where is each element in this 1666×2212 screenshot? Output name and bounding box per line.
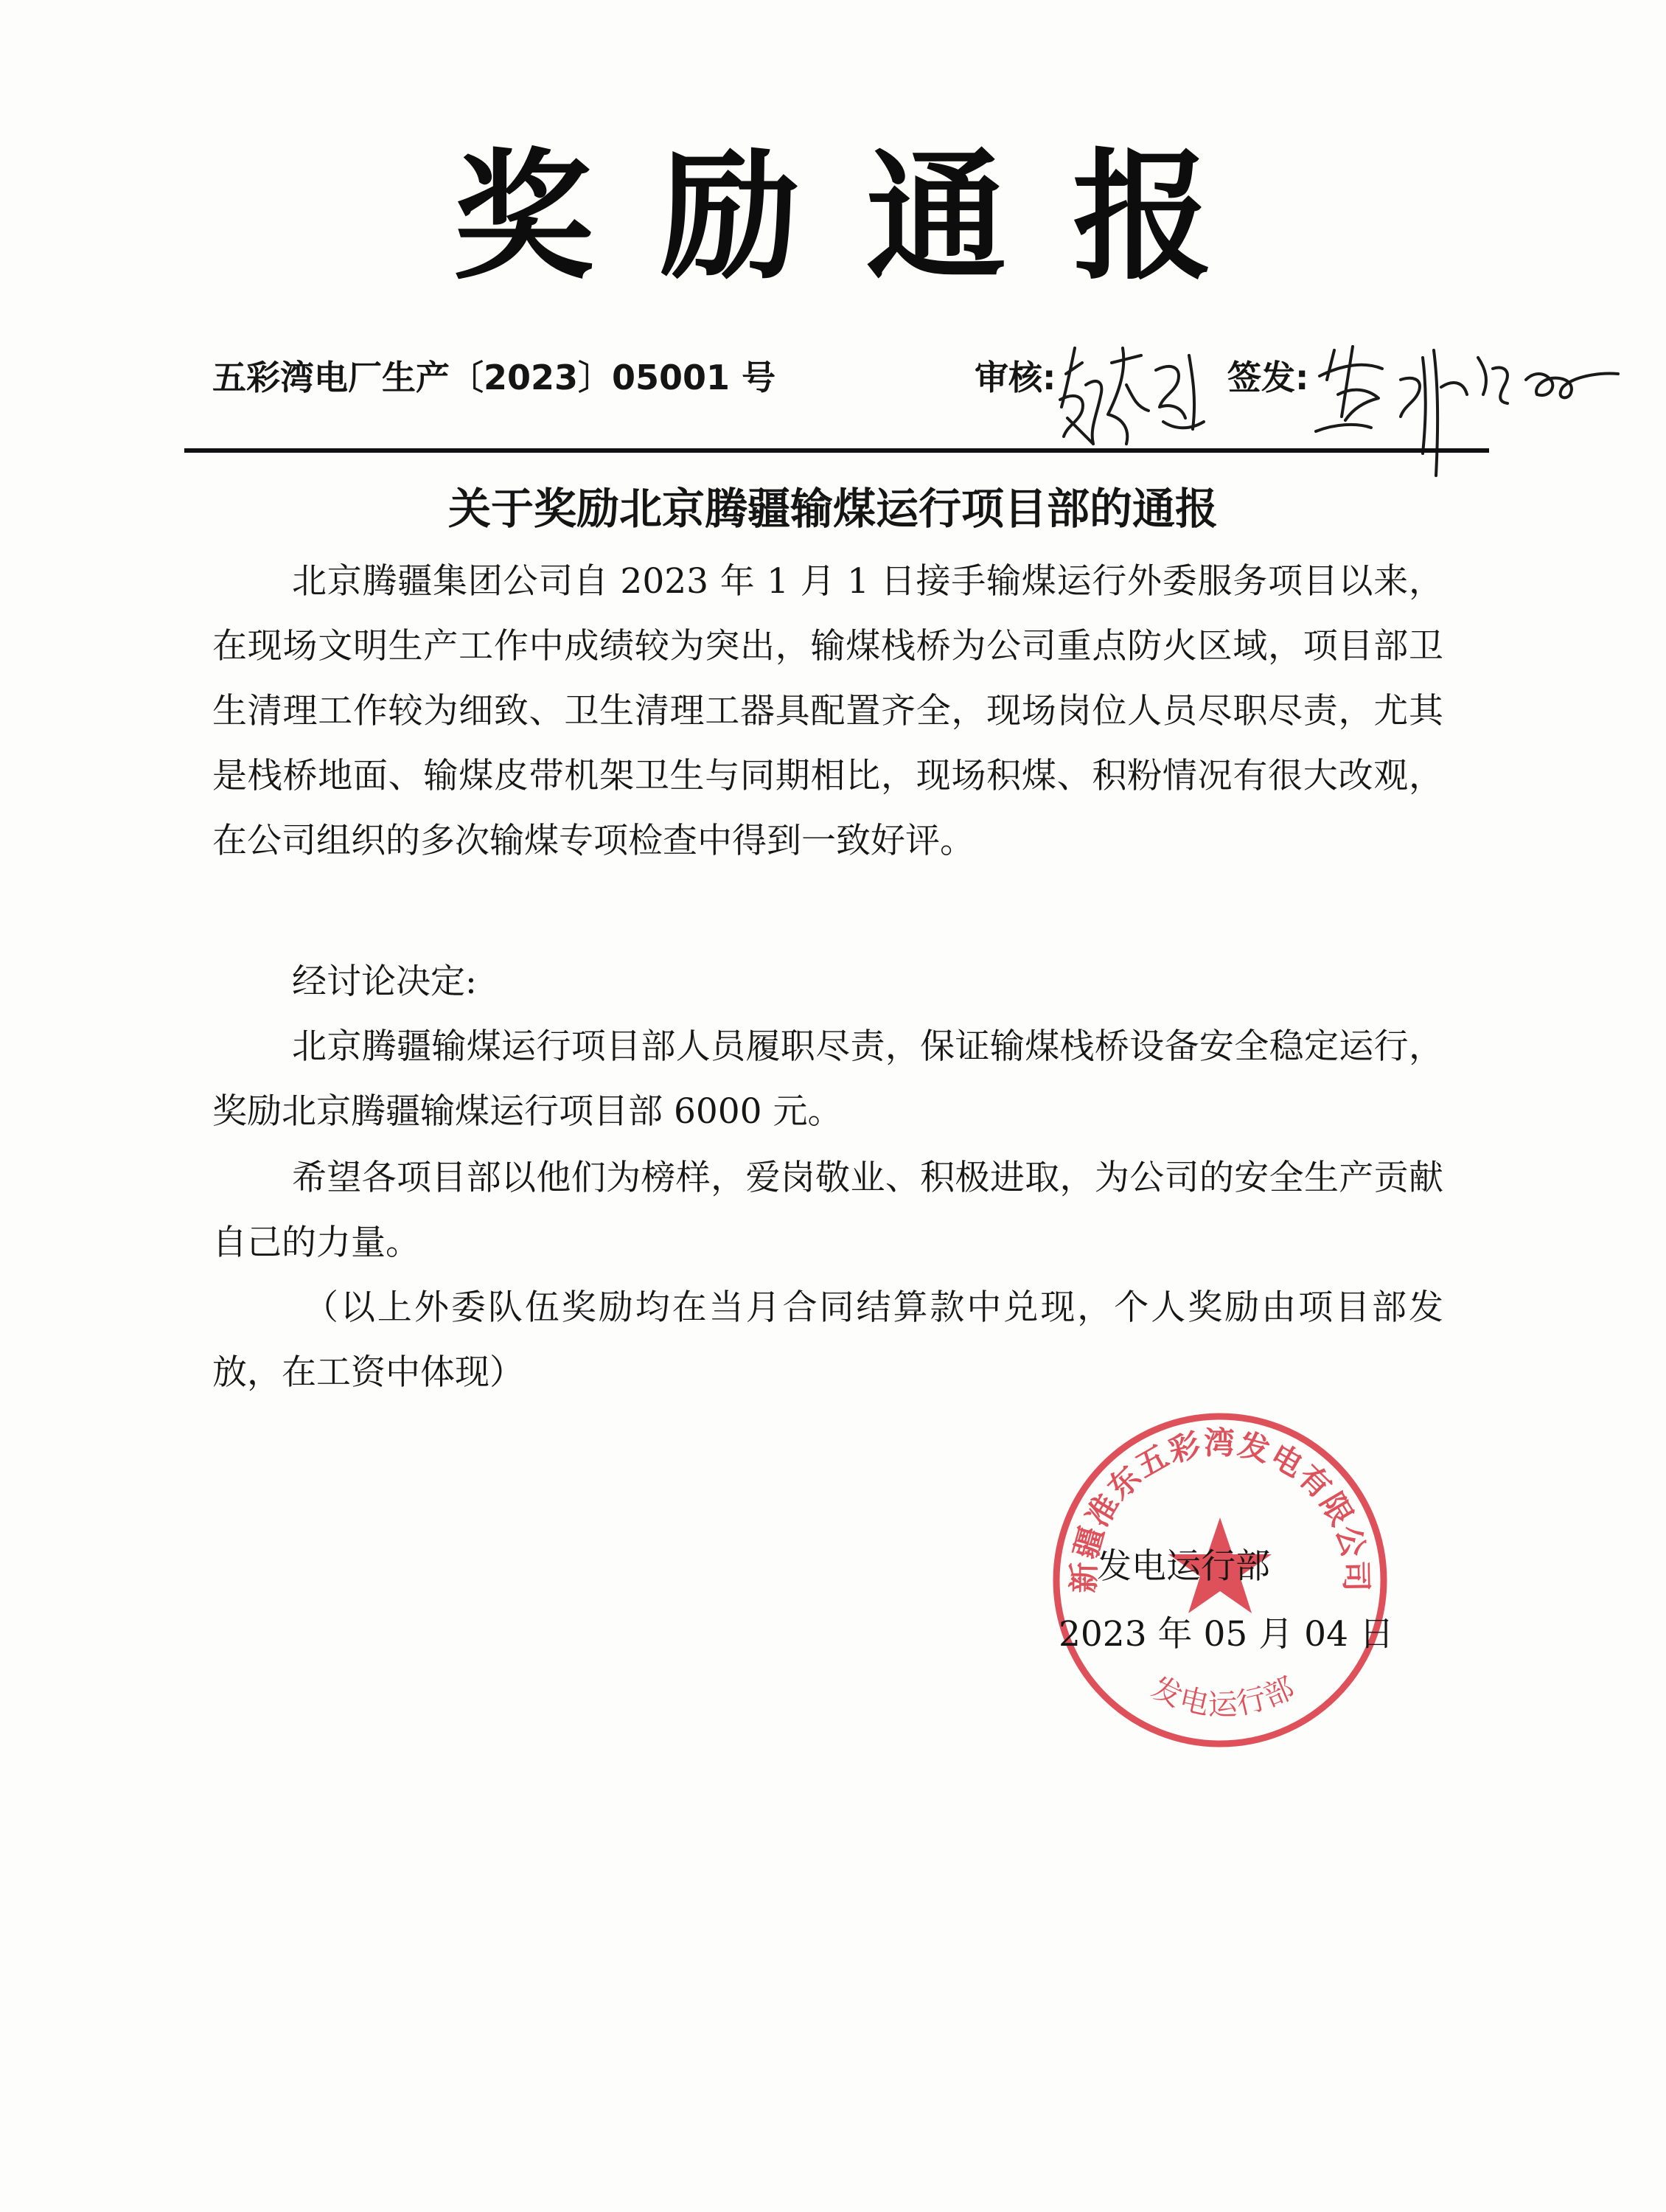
signer-label: 签发: xyxy=(1227,358,1309,397)
issuing-department: 发电运行部 xyxy=(1097,1546,1270,1587)
body-paragraph-3: 北京腾疆输煤运行项目部人员履职尽责，保证输煤栈桥设备安全稳定运行，奖励北京腾疆输煤运行项目部 6000 元。 xyxy=(212,1026,1443,1132)
header-divider xyxy=(184,448,1489,453)
svg-text:新疆准东五彩湾发电有限公司: 新疆准东五彩湾发电有限公司 xyxy=(1065,1425,1375,1593)
svg-text:发电运行部: 发电运行部 xyxy=(1146,1670,1301,1722)
document-title: 奖励通报 xyxy=(453,136,1279,299)
body-paragraph-1: 北京腾疆集团公司自 2023 年 1 月 1 日接手输煤运行外委服务项目以来，在现场文明生产工作中成绩较为突出，输煤栈桥为公司重点防火区域，项目部卫生清理工作较为细致、卫生清理工器具配置齐全，现场岗位人员尽职尽责，尤其是栈桥地面、输煤皮带机架卫生与同期相比，现场积煤、积粉情况有很大改观，在公司组织的多次输煤专项检查中得到一致好评。 xyxy=(212,561,1443,861)
body-paragraph-2: 经讨论决定: xyxy=(292,961,477,1002)
issue-date: 2023 年 05 月 04 日 xyxy=(1059,1614,1394,1655)
body-paragraph-4: 希望各项目部以他们为榜样，爱岗敬业、积极进取，为公司的安全生产贡献自己的力量。 xyxy=(212,1158,1443,1263)
document-number: 五彩湾电厂生产〔2023〕05001 号 xyxy=(212,358,776,397)
reviewer-signature xyxy=(1053,333,1230,455)
reviewer-label: 审核: xyxy=(975,358,1056,397)
document-subtitle: 关于奖励北京腾疆输煤运行项目部的通报 xyxy=(447,484,1218,534)
body-paragraph-5: （以上外委队伍奖励均在当月合同结算款中兑现，个人奖励由项目部发放，在工资中体现） xyxy=(212,1287,1443,1393)
signer-signature xyxy=(1312,335,1622,483)
